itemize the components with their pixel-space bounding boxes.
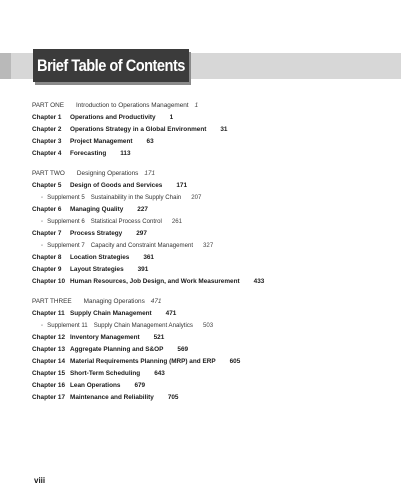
chapter-title: Process Strategy — [70, 230, 123, 237]
chapter-page: 391 — [137, 266, 149, 273]
chapter-number: Chapter 16 — [32, 382, 66, 389]
page-title: Brief Table of Contents — [37, 55, 185, 75]
supplement-entry[interactable] — [32, 240, 392, 252]
chapter-number: Chapter 7 — [32, 230, 62, 237]
part-gap — [32, 160, 392, 168]
part-page: 1 — [194, 102, 199, 109]
chapter-page: 521 — [153, 334, 165, 341]
part-heading[interactable] — [32, 296, 392, 308]
chapter-entry[interactable] — [32, 136, 392, 148]
chapter-number: Chapter 14 — [32, 358, 66, 365]
title-banner-cap — [0, 53, 11, 79]
supplement-page: 327 — [203, 242, 214, 249]
page-number: viii — [34, 476, 46, 485]
chapter-page: 471 — [165, 310, 177, 317]
part-heading[interactable] — [32, 168, 392, 180]
chapter-entry[interactable] — [32, 180, 392, 192]
part-title: Introduction to Operations Management — [75, 102, 189, 109]
chapter-entry[interactable] — [32, 308, 392, 320]
chapter-entry[interactable] — [32, 204, 392, 216]
chapter-number: Chapter 8 — [32, 254, 62, 261]
chapter-entry[interactable] — [32, 332, 392, 344]
chapter-number: Chapter 17 — [32, 394, 66, 401]
part-label: PART THREE — [32, 298, 72, 305]
part-title: Designing Operations — [76, 170, 139, 177]
chapter-entry[interactable] — [32, 368, 392, 380]
chapter-title: Location Strategies — [70, 254, 130, 261]
chapter-title: Forecasting — [70, 150, 107, 157]
chapter-title: Design of Goods and Services — [70, 182, 163, 189]
part-page: 471 — [150, 298, 162, 305]
chapter-entry[interactable] — [32, 124, 392, 136]
chapter-title: Supply Chain Management — [70, 310, 152, 317]
chapter-entry[interactable] — [32, 228, 392, 240]
supplement-number: Supplement 6 — [47, 218, 85, 225]
supplement-entry[interactable] — [32, 192, 392, 204]
bullet-icon: ◦ — [41, 195, 44, 201]
chapter-title: Material Requirements Planning (MRP) and ERP — [70, 358, 216, 365]
chapter-title: Operations Strategy in a Global Environment — [70, 126, 207, 133]
chapter-number: Chapter 4 — [32, 150, 62, 157]
chapter-page: 433 — [253, 278, 265, 285]
chapter-entry[interactable] — [32, 380, 392, 392]
supplement-number: Supplement 11 — [47, 322, 88, 329]
chapter-number: Chapter 11 — [32, 310, 65, 317]
chapter-title: Layout Strategies — [70, 266, 124, 273]
part-label: PART ONE — [32, 102, 64, 109]
chapter-page: 361 — [143, 254, 154, 261]
chapter-number: Chapter 6 — [32, 206, 62, 213]
chapter-number: Chapter 15 — [32, 370, 66, 377]
chapter-title: Maintenance and Reliability — [70, 394, 154, 401]
part-page: 171 — [144, 170, 156, 177]
part-label: PART TWO — [32, 170, 65, 177]
chapter-page: 1 — [169, 114, 174, 121]
chapter-page: 171 — [176, 182, 188, 189]
supplement-title: Capacity and Constraint Management — [90, 242, 194, 249]
chapter-entry[interactable] — [32, 356, 392, 368]
chapter-page: 227 — [137, 206, 148, 213]
chapter-number: Chapter 5 — [32, 182, 62, 189]
chapter-title: Aggregate Planning and S&OP — [70, 346, 164, 353]
chapter-entry[interactable] — [32, 276, 392, 288]
chapter-number: Chapter 2 — [32, 126, 62, 133]
chapter-number: Chapter 9 — [32, 266, 62, 273]
supplement-page: 503 — [202, 322, 214, 329]
chapter-number: Chapter 1 — [32, 114, 62, 121]
supplement-title: Sustainability in the Supply Chain — [90, 194, 182, 201]
chapter-entry[interactable] — [32, 252, 392, 264]
title-banner — [33, 49, 189, 82]
supplement-page: 261 — [171, 218, 183, 225]
chapter-page: 63 — [146, 138, 154, 145]
bullet-icon: ◦ — [41, 219, 44, 225]
chapter-page: 297 — [136, 230, 147, 237]
chapter-entry[interactable] — [32, 148, 392, 160]
table-of-contents — [32, 100, 392, 404]
chapter-title: Managing Quality — [70, 206, 124, 213]
bullet-icon: ◦ — [41, 243, 44, 249]
chapter-number: Chapter 12 — [32, 334, 66, 341]
chapter-title: Lean Operations — [70, 382, 121, 389]
supplement-entry[interactable] — [32, 320, 392, 332]
chapter-page: 113 — [120, 150, 131, 157]
supplement-title: Supply Chain Management Analytics — [93, 322, 193, 329]
supplement-entry[interactable] — [32, 216, 392, 228]
part-gap — [32, 288, 392, 296]
chapter-page: 643 — [154, 370, 165, 377]
part-heading[interactable] — [32, 100, 392, 112]
supplement-page: 207 — [191, 194, 202, 201]
chapter-entry[interactable] — [32, 112, 392, 124]
part-title: Managing Operations — [83, 298, 145, 305]
chapter-title: Short-Term Scheduling — [70, 370, 141, 377]
supplement-number: Supplement 5 — [47, 194, 85, 201]
chapter-title: Inventory Management — [70, 334, 140, 341]
chapter-title: Human Resources, Job Design, and Work Measurement — [70, 278, 240, 285]
chapter-number: Chapter 13 — [32, 346, 66, 353]
chapter-page: 705 — [167, 394, 179, 401]
bullet-icon: ◦ — [41, 323, 44, 329]
chapter-entry[interactable] — [32, 344, 392, 356]
chapter-page: 569 — [177, 346, 189, 353]
chapter-number: Chapter 10 — [32, 278, 66, 285]
supplement-title: Statistical Process Control — [90, 218, 162, 225]
chapter-page: 679 — [134, 382, 146, 389]
chapter-page: 605 — [229, 358, 241, 365]
chapter-title: Project Management — [70, 138, 133, 145]
chapter-title: Operations and Productivity — [70, 114, 156, 121]
chapter-entry[interactable] — [32, 264, 392, 276]
chapter-number: Chapter 3 — [32, 138, 62, 145]
chapter-entry[interactable] — [32, 392, 392, 404]
chapter-page: 31 — [220, 126, 228, 133]
supplement-number: Supplement 7 — [47, 242, 85, 249]
